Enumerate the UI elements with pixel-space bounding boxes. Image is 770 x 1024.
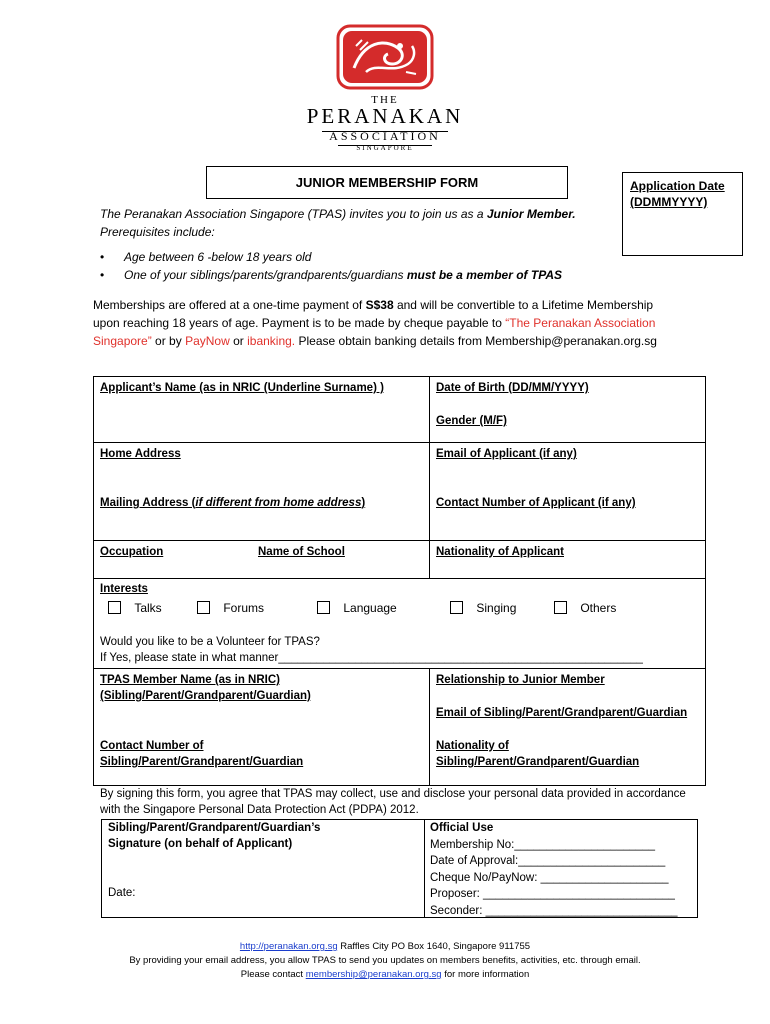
signature-label: Sibling/Parent/Grandparent/Guardian’s [108, 822, 321, 834]
talks-label: Talks [134, 601, 162, 615]
member-name-field[interactable]: TPAS Member Name (as in NRIC) [100, 674, 280, 686]
table-border [705, 376, 706, 785]
application-date-format: (DDMMYYYY) [630, 195, 708, 209]
form-title: JUNIOR MEMBERSHIP FORM [206, 166, 568, 199]
interest-others[interactable] [554, 601, 616, 615]
forums-label: Forums [223, 601, 265, 615]
footer-contact-prefix: Please contact [240, 969, 306, 980]
application-date-label: Application Date [630, 179, 725, 193]
intro-junior-member: Junior Member. [486, 207, 576, 221]
interest-forums[interactable] [197, 601, 264, 615]
postal-address: Raffles City PO Box 1640, Singapore 911755 [337, 941, 531, 952]
member-name-note: (Sibling/Parent/Grandparent/Guardian) [100, 690, 311, 702]
signature-field[interactable]: Signature (on behalf of Applicant) [108, 838, 293, 850]
footer-contact-line [0, 969, 770, 980]
logo-association: ASSOCIATION [329, 129, 441, 143]
payment-text-4: or [229, 334, 248, 348]
logo-country: SINGAPORE [356, 144, 414, 152]
prerequisite-age-text: Age between 6 -below 18 years old [124, 250, 312, 264]
interest-language[interactable] [317, 601, 397, 615]
member-email-field[interactable]: Email of Sibling/Parent/Grandparent/Guardian [436, 707, 688, 719]
table-border [93, 442, 706, 443]
payment-amount: S$38 [365, 298, 394, 312]
applicant-name-field[interactable]: Applicant’s Name (as in NRIC (Underline Surname) ) [100, 382, 384, 394]
payment-text-1: Memberships are offered at a one-time payment of [93, 298, 366, 312]
forums-checkbox[interactable] [197, 601, 210, 614]
signature-table-border [697, 819, 698, 917]
mailing-address-field[interactable] [100, 495, 365, 511]
gender-field[interactable]: Gender (M/F) [436, 415, 507, 427]
payment-paragraph [93, 296, 673, 350]
others-label: Others [580, 601, 617, 615]
official-use-block [430, 820, 678, 919]
payment-text-2: and will be convertible to a Lifetime Membership upon reaching 18 years of age. Payment is to be made by cheque payable to [93, 298, 654, 330]
membership-no-field[interactable]: Membership No:______________________ [430, 838, 656, 851]
interest-talks[interactable] [108, 601, 162, 615]
table-border [93, 668, 706, 669]
table-border [93, 376, 94, 785]
table-border [429, 668, 430, 785]
prerequisite-member-bold: must be a member of TPAS [406, 268, 562, 282]
payment-text-3: or by [151, 334, 186, 348]
prerequisite-member: • One of your siblings/parents/grandparents/guardians must be a member of TPAS [100, 268, 562, 282]
applicant-email-field[interactable]: Email of Applicant (if any) [436, 448, 577, 460]
member-nationality-note: Sibling/Parent/Grandparent/Guardian [436, 756, 640, 768]
footer-address-line [0, 941, 770, 952]
signature-date-field[interactable]: Date: [108, 887, 136, 899]
footer-contact-suffix: for more information [441, 969, 530, 980]
language-label: Language [343, 601, 397, 615]
interest-singing[interactable] [450, 601, 516, 615]
volunteer-question: Would you like to be a Volunteer for TPAS? [100, 636, 320, 648]
dob-field[interactable]: Date of Birth (DD/MM/YYYY) [436, 382, 589, 394]
singing-checkbox[interactable] [450, 601, 463, 614]
table-border [93, 578, 706, 579]
mailing-address-note: if different from home address [195, 497, 362, 509]
signature-table-border [101, 819, 102, 917]
membership-email-link[interactable]: membership@peranakan.org.sg [305, 969, 442, 980]
mailing-address-close: ) [361, 497, 366, 509]
member-contact-note: Sibling/Parent/Grandparent/Guardian [100, 756, 304, 768]
seconder-field[interactable]: Seconder: ______________________________ [430, 904, 678, 917]
interests-label: Interests [100, 583, 148, 595]
official-use-title: Official Use [430, 822, 494, 834]
signature-table-border [424, 819, 425, 917]
school-field[interactable]: Name of School [258, 546, 345, 558]
application-date-box[interactable] [622, 172, 743, 256]
payment-paynow: PayNow [185, 334, 230, 348]
prerequisites-heading: Prerequisites include: [100, 225, 215, 239]
singing-label: Singing [476, 601, 517, 615]
table-border [93, 376, 706, 377]
payment-ibanking: ibanking. [247, 334, 296, 348]
prerequisite-member-text: One of your siblings/parents/grandparents/guardians [124, 268, 407, 282]
applicant-contact-field[interactable]: Contact Number of Applicant (if any) [436, 497, 636, 509]
footer-email-notice: By providing your email address, you allow TPAS to send you updates on members benefits, activities, etc. through email. [129, 955, 641, 966]
payment-payee: “The Peranakan Association Singapore” [93, 316, 656, 348]
table-border [93, 540, 706, 541]
proposer-field[interactable]: Proposer: ______________________________ [430, 888, 675, 900]
language-checkbox[interactable] [317, 601, 330, 614]
logo-name: PERANAKAN [306, 104, 464, 128]
consent-text: By signing this form, you agree that TPAS may collect, use and disclose your personal data provided in accordance with the Singapore Personal Data Protection Act (PDPA) 2012. [100, 788, 686, 816]
relationship-field[interactable]: Relationship to Junior Member [436, 674, 605, 686]
intro-line1: The Peranakan Association Singapore (TPAS) invites you to join us as a [100, 207, 487, 221]
volunteer-manner-field[interactable]: If Yes, please state in what manner_________________________________________________________ [100, 652, 643, 664]
member-nationality-field[interactable]: Nationality of [436, 740, 509, 752]
logo-the: THE [371, 94, 399, 106]
website-link[interactable]: http://peranakan.org.sg [239, 941, 338, 952]
cheque-no-field[interactable]: Cheque No/PayNow: ____________________ [430, 871, 669, 884]
payment-text-5: Please obtain banking details from Membership@peranakan.org.sg [295, 334, 657, 348]
approval-date-field[interactable]: Date of Approval:_______________________ [430, 855, 666, 867]
prerequisite-age: • Age between 6 -below 18 years old [100, 250, 312, 264]
mailing-address-label: Mailing Address ( [100, 497, 196, 509]
table-border [429, 376, 430, 578]
logo-seal [336, 24, 434, 90]
home-address-field[interactable]: Home Address [100, 448, 181, 460]
occupation-field[interactable]: Occupation [100, 546, 164, 558]
talks-checkbox[interactable] [108, 601, 121, 614]
intro-text [100, 205, 576, 223]
others-checkbox[interactable] [554, 601, 567, 614]
member-contact-field[interactable]: Contact Number of [100, 740, 204, 752]
applicant-nationality-field[interactable]: Nationality of Applicant [436, 546, 564, 558]
